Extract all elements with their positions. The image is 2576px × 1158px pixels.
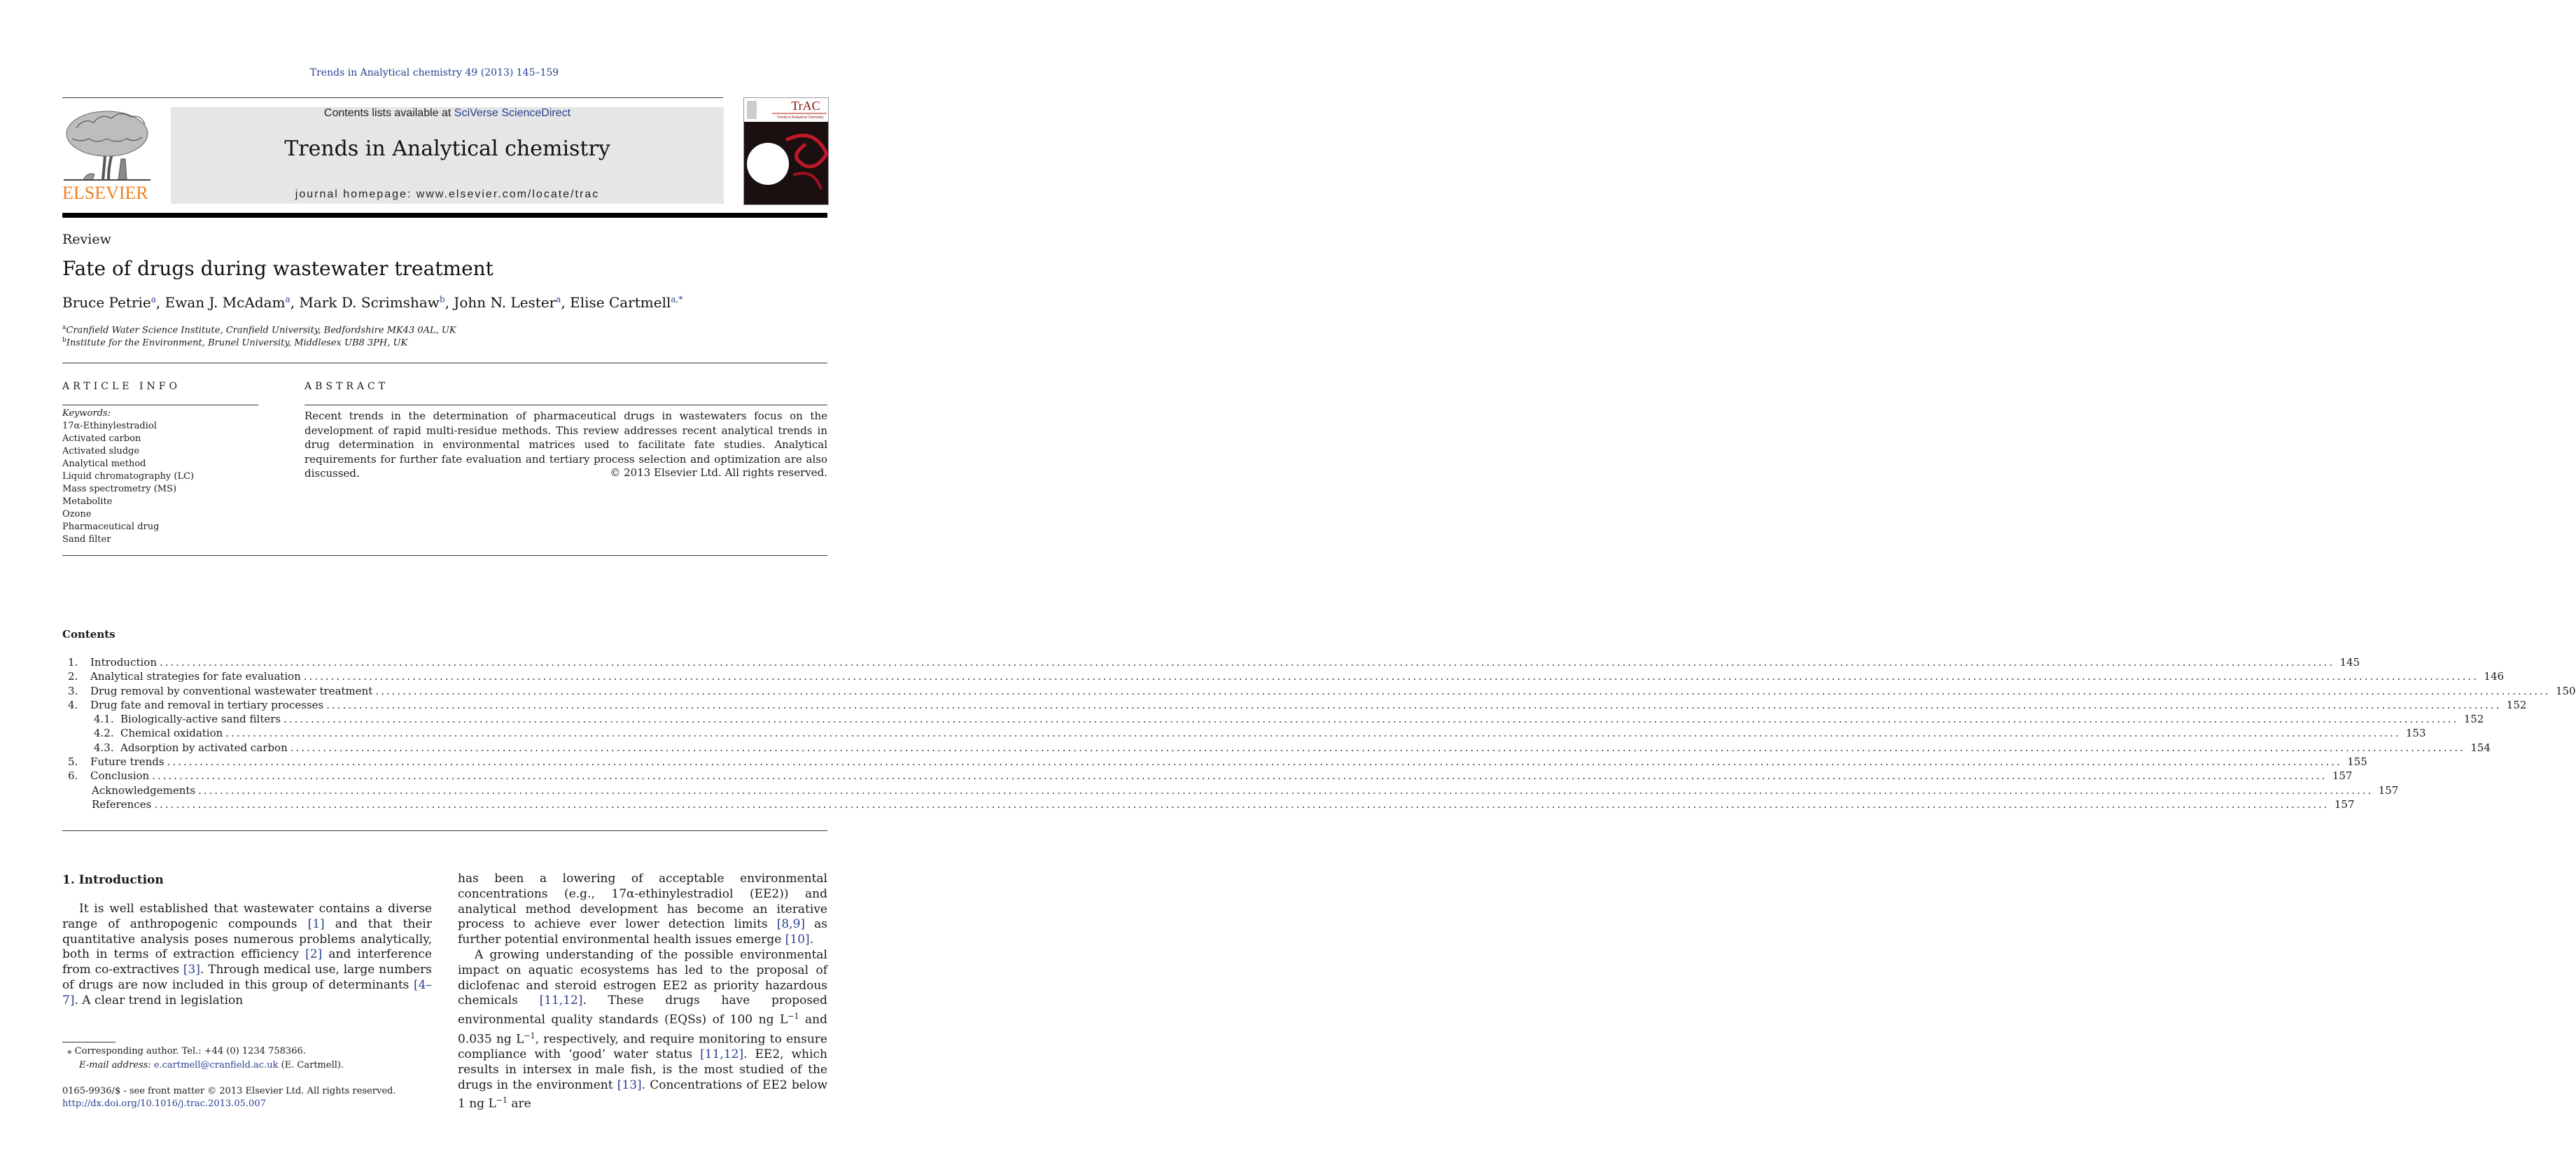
toc-leader-dots: ................................................................................................................................................................................................................................................................................................................................................................................................................ xyxy=(154,797,2330,811)
masthead-top-rule xyxy=(62,97,723,98)
citation-link[interactable]: [11,12] xyxy=(700,1047,744,1062)
elsevier-wordmark: ELSEVIER xyxy=(62,183,148,203)
toc-number: 4.1. xyxy=(94,713,114,726)
masthead-thick-rule xyxy=(62,213,827,218)
issn-line: 0165-9936/$ - see front matter © 2013 Elsevier Ltd. All rights reserved. xyxy=(62,1086,396,1096)
toc-number xyxy=(62,797,92,811)
author-affiliation-mark[interactable]: a xyxy=(285,294,290,305)
toc-entry[interactable] xyxy=(62,741,2491,755)
abstract-copyright: © 2013 Elsevier Ltd. All rights reserved. xyxy=(610,466,827,479)
affiliation-text: Institute for the Environment, Brunel University, Middlesex UB8 3PH, UK xyxy=(66,337,408,349)
affiliation-a xyxy=(62,324,456,335)
toc-page-number: 157 xyxy=(2327,769,2352,783)
keyword-list xyxy=(62,420,194,546)
toc-page-number: 145 xyxy=(2334,655,2360,669)
footnote-mark: ⁎ xyxy=(67,1046,72,1056)
citation-link[interactable]: [2] xyxy=(305,947,323,962)
author-name[interactable]: Bruce Petrie xyxy=(62,294,151,311)
sciencedirect-link[interactable]: SciVerse ScienceDirect xyxy=(454,107,571,119)
toc-title[interactable]: Adsorption by activated carbon xyxy=(120,741,290,755)
text-run: has been a lowering of acceptable environmental concentrations (e.g., 17α-ethinylestradiol (EE2)) and analytical method development has become an iterative process to achieve ever lower detection limits xyxy=(458,872,827,932)
toc-leader-dots: ................................................................................................................................................................................................................................................................................................................................................................................................................ xyxy=(290,741,2465,754)
abstract-text: Recent trends in the determination of pharmaceutical drugs in wastewaters focus on the development of rapid multi-residue methods. This review addresses recent analytical trends in drug determination in environmental matrices used to facilitate fate studies. Analytical requirements for further fate evaluation and tertiary process selection and optimization are also discussed. xyxy=(304,410,827,480)
keyword-item: Analytical method xyxy=(62,459,146,469)
text-run: , respectively, and require monitoring to ensure compliance with ‘good’ water status xyxy=(458,1032,827,1062)
text-run: . Through medical use, large numbers of drugs are now included in this group of determinants xyxy=(62,963,432,992)
citation-link[interactable]: [4–7] xyxy=(62,977,432,1007)
toc-title[interactable]: Drug removal by conventional wastewater treatment xyxy=(90,684,375,698)
keyword-item: 17α-Ethinylestradiol xyxy=(62,421,157,431)
author-separator: , xyxy=(155,294,165,311)
toc-entry[interactable] xyxy=(62,655,2360,669)
toc-number: 4.2. xyxy=(94,727,114,740)
intro-paragraph-1-continued xyxy=(458,872,827,948)
toc-title[interactable]: References xyxy=(92,797,154,811)
elsevier-logo[interactable] xyxy=(62,107,152,204)
author-separator: , xyxy=(444,294,454,311)
toc-page-number: 150 xyxy=(2551,684,2576,698)
email-suffix: (E. Cartmell). xyxy=(278,1060,344,1070)
cover-logo: TrAC xyxy=(791,99,820,113)
text-run: It is well established that wastewater contains a diverse range of anthropogenic compounds xyxy=(62,902,432,931)
citation-link[interactable]: [8,9] xyxy=(776,917,806,932)
author-affiliation-mark[interactable]: a,* xyxy=(671,294,683,305)
text-run: . A clear trend in legislation xyxy=(74,993,244,1007)
citation-link[interactable]: [13] xyxy=(617,1077,642,1092)
text-run: . These drugs have proposed environmental quality standards (EQSs) of 100 ng L xyxy=(458,993,827,1027)
intro-paragraph-1 xyxy=(62,902,432,1009)
article-title: Fate of drugs during wastewater treatment xyxy=(62,257,493,280)
contents-prefix: Contents lists available at xyxy=(323,107,454,119)
toc-number: 4. xyxy=(68,698,78,711)
elsevier-tree-icon xyxy=(62,107,152,183)
keywords-label: Keywords: xyxy=(62,408,111,419)
abstract-heading: ABSTRACT xyxy=(304,381,389,392)
toc-title[interactable]: Biologically-active sand filters xyxy=(120,712,284,726)
corresponding-text: Corresponding author. Tel.: +44 (0) 1234 758366. xyxy=(74,1046,306,1056)
citation-link[interactable]: [10] xyxy=(785,933,810,947)
author-separator: , xyxy=(561,294,570,311)
text-run: as further potential environmental health issues emerge xyxy=(458,917,827,947)
keyword-item: Pharmaceutical drug xyxy=(62,522,160,532)
journal-title: Trends in Analytical chemistry xyxy=(284,137,610,161)
toc-page-number: 153 xyxy=(2401,726,2426,740)
toc-title[interactable]: Drug fate and removal in tertiary processes xyxy=(90,698,326,712)
doi-link[interactable]: http://dx.doi.org/10.1016/j.trac.2013.05.007 xyxy=(62,1098,266,1109)
author-affiliation-mark[interactable]: a xyxy=(556,294,561,305)
journal-homepage-link[interactable]: journal homepage: www.elsevier.com/locate/trac xyxy=(295,188,600,200)
author-name[interactable]: Elise Cartmell xyxy=(570,294,671,311)
affiliation-mark: b xyxy=(62,337,66,344)
author-name[interactable]: Mark D. Scrimshaw xyxy=(299,294,440,311)
toc-leader-dots: ................................................................................................................................................................................................................................................................................................................................................................................................................ xyxy=(225,727,2401,740)
toc-number: 5. xyxy=(68,755,78,769)
contents-heading: Contents xyxy=(62,628,115,641)
author-name[interactable]: Ewan J. McAdam xyxy=(164,294,286,311)
keyword-item: Activated carbon xyxy=(62,433,141,444)
toc-page-number: 155 xyxy=(2342,755,2367,769)
journal-cover-thumbnail[interactable] xyxy=(743,97,829,205)
toc-number: 4.3. xyxy=(94,741,114,754)
toc-title[interactable]: Future trends xyxy=(90,755,167,769)
keyword-item: Sand filter xyxy=(62,534,111,545)
keyword-item: Metabolite xyxy=(62,496,113,507)
toc-title[interactable]: Conclusion xyxy=(90,769,152,783)
citation-link[interactable]: [11,12] xyxy=(539,993,583,1008)
toc-entry[interactable] xyxy=(62,698,2527,712)
citation-link[interactable]: [1] xyxy=(307,916,325,931)
article-info-heading: ARTICLE INFO xyxy=(62,381,181,392)
toc-entry[interactable] xyxy=(62,726,2426,740)
toc-number: 2. xyxy=(68,670,78,683)
toc-entry[interactable] xyxy=(62,769,2353,783)
toc-number: 1. xyxy=(68,656,78,669)
text-run: and interference from co-extractives xyxy=(62,947,432,977)
toc-leader-dots: ................................................................................................................................................................................................................................................................................................................................................................................................................ xyxy=(167,755,2342,769)
text-run: are xyxy=(507,1097,531,1112)
toc-entry[interactable] xyxy=(62,669,2505,683)
superscript: −1 xyxy=(788,1012,799,1021)
keyword-item: Activated sludge xyxy=(62,446,140,456)
toc-number: 6. xyxy=(68,769,78,783)
affiliation-b xyxy=(62,337,407,348)
toc-leader-dots: ................................................................................................................................................................................................................................................................................................................................................................................................................ xyxy=(375,684,2551,697)
toc-page-number: 157 xyxy=(2373,783,2398,797)
text-run: . xyxy=(809,933,814,947)
toc-leader-dots: ................................................................................................................................................................................................................................................................................................................................................................................................................ xyxy=(326,698,2502,711)
citation-link[interactable]: [3] xyxy=(183,963,200,977)
toc-number xyxy=(62,783,92,797)
toc-title[interactable]: Chemical oxidation xyxy=(120,726,225,740)
toc-entry[interactable] xyxy=(62,797,2355,811)
text-run: and 0.035 ng L xyxy=(458,1012,828,1047)
affiliation-text: Cranfield Water Science Institute, Cranfield University, Bedfordshire MK43 0AL, UK xyxy=(66,325,456,336)
section-heading: 1. Introduction xyxy=(62,873,164,887)
keyword-item: Mass spectrometry (MS) xyxy=(62,484,177,494)
corresponding-author-note xyxy=(67,1046,306,1056)
author-affiliation-mark[interactable]: a xyxy=(150,294,156,305)
table-of-contents xyxy=(62,655,2576,811)
email-link[interactable]: e.cartmell@cranfield.ac.uk xyxy=(153,1060,279,1070)
toc-number: 3. xyxy=(68,684,78,697)
text-run: A growing understanding of the possible environmental impact on aquatic ecosystems has led to the proposal of diclofenac and steroid estrogen EE2 as priority hazardous chemicals xyxy=(458,948,827,1008)
toc-entry[interactable] xyxy=(62,783,2399,797)
text-run: and that their quantitative analysis poses numerous problems analytically, both in terms of extraction efficiency xyxy=(62,916,432,962)
running-header[interactable]: Trends in Analytical chemistry 49 (2013) 145–159 xyxy=(309,67,559,78)
toc-entry[interactable] xyxy=(62,684,2576,698)
article-type: Review xyxy=(62,232,111,247)
toc-page-number: 157 xyxy=(2330,797,2355,811)
toc-leader-dots: ................................................................................................................................................................................................................................................................................................................................................................................................................ xyxy=(160,656,2335,669)
intro-paragraph-2 xyxy=(458,948,827,1112)
toc-leader-dots: ................................................................................................................................................................................................................................................................................................................................................................................................................ xyxy=(284,713,2459,726)
toc-page-number: 152 xyxy=(2458,712,2484,726)
keyword-item: Liquid chromatography (LC) xyxy=(62,471,195,482)
toc-entry[interactable] xyxy=(62,712,2484,726)
toc-leader-dots: ................................................................................................................................................................................................................................................................................................................................................................................................................ xyxy=(198,783,2374,797)
toc-title[interactable]: Introduction xyxy=(90,655,160,669)
author-name[interactable]: John N. Lester xyxy=(454,294,556,311)
text-run: . Concentrations of EE2 below 1 ng L xyxy=(458,1077,828,1112)
contents-availability xyxy=(171,107,724,120)
keyword-item: Ozone xyxy=(62,509,92,519)
author-affiliation-mark[interactable]: b xyxy=(439,294,445,305)
affiliation-mark: a xyxy=(62,324,66,331)
email-label: E-mail address: xyxy=(79,1060,154,1070)
toc-leader-dots: ................................................................................................................................................................................................................................................................................................................................................................................................................ xyxy=(303,670,2479,683)
text-run: . EE2, which results in intersex in male fish, is the most studied of the drugs in the environment xyxy=(458,1047,827,1092)
toc-entry[interactable] xyxy=(62,755,2367,769)
divider xyxy=(62,555,827,556)
toc-page-number: 154 xyxy=(2465,741,2491,755)
author-list xyxy=(62,294,682,311)
superscript: −1 xyxy=(496,1096,507,1105)
toc-title[interactable]: Acknowledgements xyxy=(92,783,198,797)
superscript: −1 xyxy=(524,1031,536,1040)
toc-page-number: 152 xyxy=(2501,698,2526,712)
toc-title[interactable]: Analytical strategies for fate evaluation xyxy=(90,669,304,683)
author-separator: , xyxy=(290,294,300,311)
toc-leader-dots: ................................................................................................................................................................................................................................................................................................................................................................................................................ xyxy=(152,769,2328,783)
cover-image xyxy=(744,98,828,204)
email-note xyxy=(79,1060,344,1070)
toc-page-number: 146 xyxy=(2479,669,2504,683)
cover-subtitle: Trends in Analytical Chemistry xyxy=(776,116,824,120)
divider xyxy=(62,830,827,831)
